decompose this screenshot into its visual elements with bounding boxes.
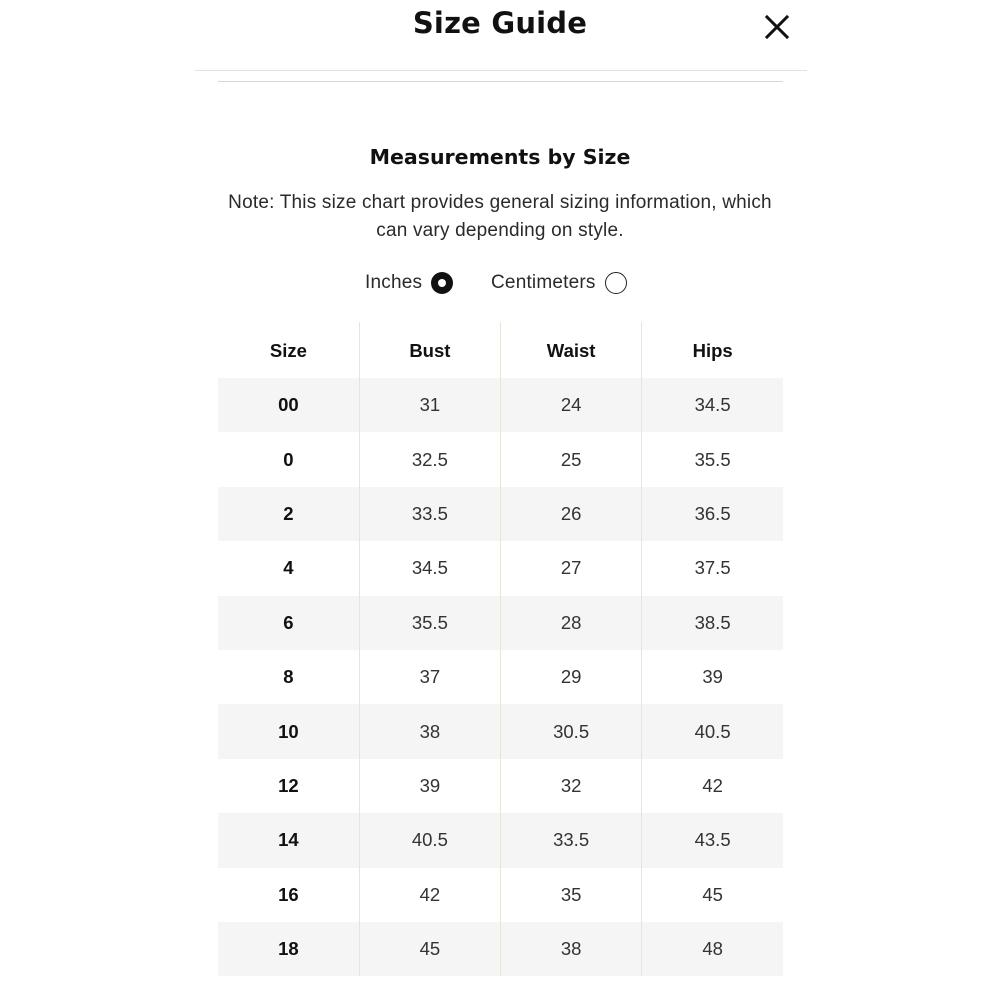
close-icon: [760, 10, 794, 44]
table-row: [218, 487, 783, 541]
unit-label-inches: Inches: [365, 272, 423, 293]
cell-bust: 35.5: [359, 596, 500, 650]
table-row: [218, 541, 783, 595]
sizing-note: Note: This size chart provides general sizing information, which can vary depending on style.: [228, 192, 772, 241]
header-size: Size: [269, 340, 307, 361]
cell-hips: 38.5: [642, 596, 783, 650]
radio-centimeters-unchecked-icon[interactable]: [605, 272, 627, 294]
header-hips: Hips: [642, 322, 783, 378]
table-row: [218, 432, 783, 486]
table-row: [218, 813, 783, 867]
cell-hips: 42: [642, 759, 783, 813]
cell-hips: 34.5: [642, 378, 783, 432]
cell-waist: 38: [501, 922, 642, 976]
cell-hips: 48: [642, 922, 783, 976]
cell-waist: 33.5: [501, 813, 642, 867]
table-row: [218, 759, 783, 813]
cell-waist: 35: [501, 868, 642, 922]
cell-bust: 45: [359, 922, 500, 976]
cell-hips: 37.5: [642, 541, 783, 595]
modal-title: Size Guide: [412, 6, 588, 40]
table-header-row: [218, 322, 783, 378]
cell-bust: 38: [359, 704, 500, 758]
cell-bust: 42: [359, 868, 500, 922]
cell-hips: 45: [642, 868, 783, 922]
cell-hips: 39: [642, 650, 783, 704]
cell-size: 00: [218, 378, 359, 432]
radio-inches-checked-icon[interactable]: [431, 272, 453, 294]
header-divider: [195, 70, 807, 71]
cell-waist: 28: [501, 596, 642, 650]
cell-hips: 43.5: [642, 813, 783, 867]
cell-hips: 36.5: [642, 487, 783, 541]
table-row: [218, 596, 783, 650]
unit-option-inches[interactable]: [365, 268, 453, 298]
cell-waist: 30.5: [501, 704, 642, 758]
cell-waist: 26: [501, 487, 642, 541]
cell-bust: 37: [359, 650, 500, 704]
cell-size: 14: [218, 813, 359, 867]
cell-bust: 40.5: [359, 813, 500, 867]
unit-label-centimeters: Centimeters: [491, 272, 596, 293]
cell-size: 6: [218, 596, 359, 650]
table-body: [218, 378, 783, 976]
cell-bust: 39: [359, 759, 500, 813]
cell-waist: 29: [501, 650, 642, 704]
cell-bust: 34.5: [359, 541, 500, 595]
section-title: Measurements by Size: [369, 145, 631, 169]
cell-waist: 32: [501, 759, 642, 813]
table-row: [218, 704, 783, 758]
cell-waist: 25: [501, 432, 642, 486]
cell-size: 18: [218, 922, 359, 976]
cell-size: 8: [283, 666, 294, 688]
cell-size: 2: [218, 487, 359, 541]
table-row: [218, 868, 783, 922]
cell-waist: 27: [501, 541, 642, 595]
header-bust: Bust: [359, 322, 500, 378]
cell-size: 16: [278, 883, 299, 905]
content-divider: [218, 81, 783, 82]
cell-hips: 40.5: [642, 704, 783, 758]
cell-bust: 33.5: [359, 487, 500, 541]
table-row: [218, 922, 783, 976]
close-button[interactable]: [760, 10, 794, 44]
cell-hips: 35.5: [642, 432, 783, 486]
cell-bust: 32.5: [359, 432, 500, 486]
cell-bust: 31: [359, 378, 500, 432]
size-table: [218, 322, 783, 976]
cell-waist: 24: [501, 378, 642, 432]
cell-size: 10: [218, 704, 359, 758]
table-row: [218, 650, 783, 704]
cell-size: 12: [278, 774, 299, 796]
unit-option-centimeters[interactable]: [491, 268, 627, 298]
header-waist: Waist: [501, 322, 642, 378]
unit-toggle: [0, 268, 1000, 298]
cell-size: 0: [283, 448, 294, 470]
table-row: [218, 378, 783, 432]
cell-size: 4: [283, 557, 294, 579]
